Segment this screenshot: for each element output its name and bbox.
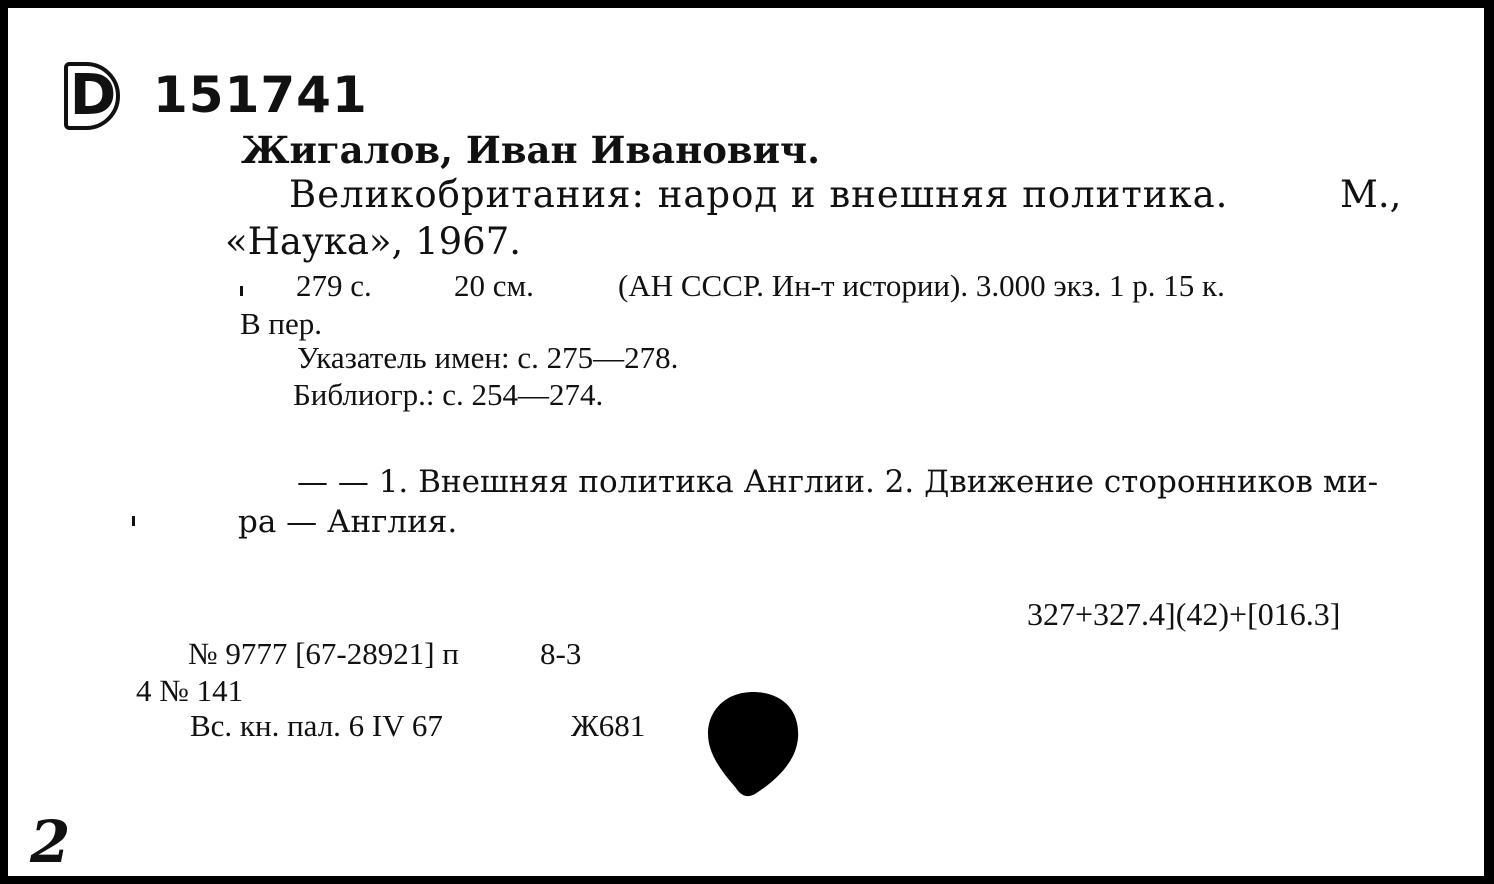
subjects-line-1: — — 1. Внешняя политика Англии. 2. Движение сторонников ми-	[297, 464, 1379, 500]
ink-blot	[706, 688, 800, 800]
note-index: Указатель имен: с. 275—278.	[297, 340, 679, 375]
title-line-1: Великобритания: народ и внешняя политика.	[289, 173, 1229, 216]
book-chamber-line: Вс. кн. пал. 6 IV 67	[190, 708, 443, 743]
collation-series: (АН СССР. Ин-т истории). 3.000 экз. 1 р. 15 к.	[618, 268, 1225, 303]
collation-size: 20 см.	[454, 268, 534, 303]
subjects-line-2: ра — Англия.	[238, 504, 458, 540]
stamp-letter: D	[64, 62, 120, 130]
registration-number: № 9777 [67-28921] п	[188, 636, 459, 671]
classification-number: 327+327.4](42)+[016.3]	[1027, 596, 1341, 632]
collation-pages: 279 с.	[296, 268, 372, 303]
library-stamp	[64, 56, 136, 130]
registration-number-2: 4 № 141	[136, 673, 244, 708]
title-line-2: «Наука», 1967.	[225, 220, 521, 263]
call-number: 151741	[153, 66, 368, 124]
catalog-card	[8, 8, 1484, 876]
handwritten-mark: 2	[30, 808, 71, 876]
note-bibliography: Библиогр.: с. 254—274.	[293, 377, 604, 412]
registration-code-2: Ж681	[571, 708, 646, 743]
registration-code: 8-3	[540, 636, 582, 671]
title-line-1-place: М.,	[1340, 173, 1402, 216]
collation-binding: В пер.	[240, 306, 323, 341]
author-heading: Жигалов, Иван Иванович.	[241, 128, 820, 172]
margin-tick	[132, 516, 135, 526]
margin-tick	[240, 286, 243, 296]
